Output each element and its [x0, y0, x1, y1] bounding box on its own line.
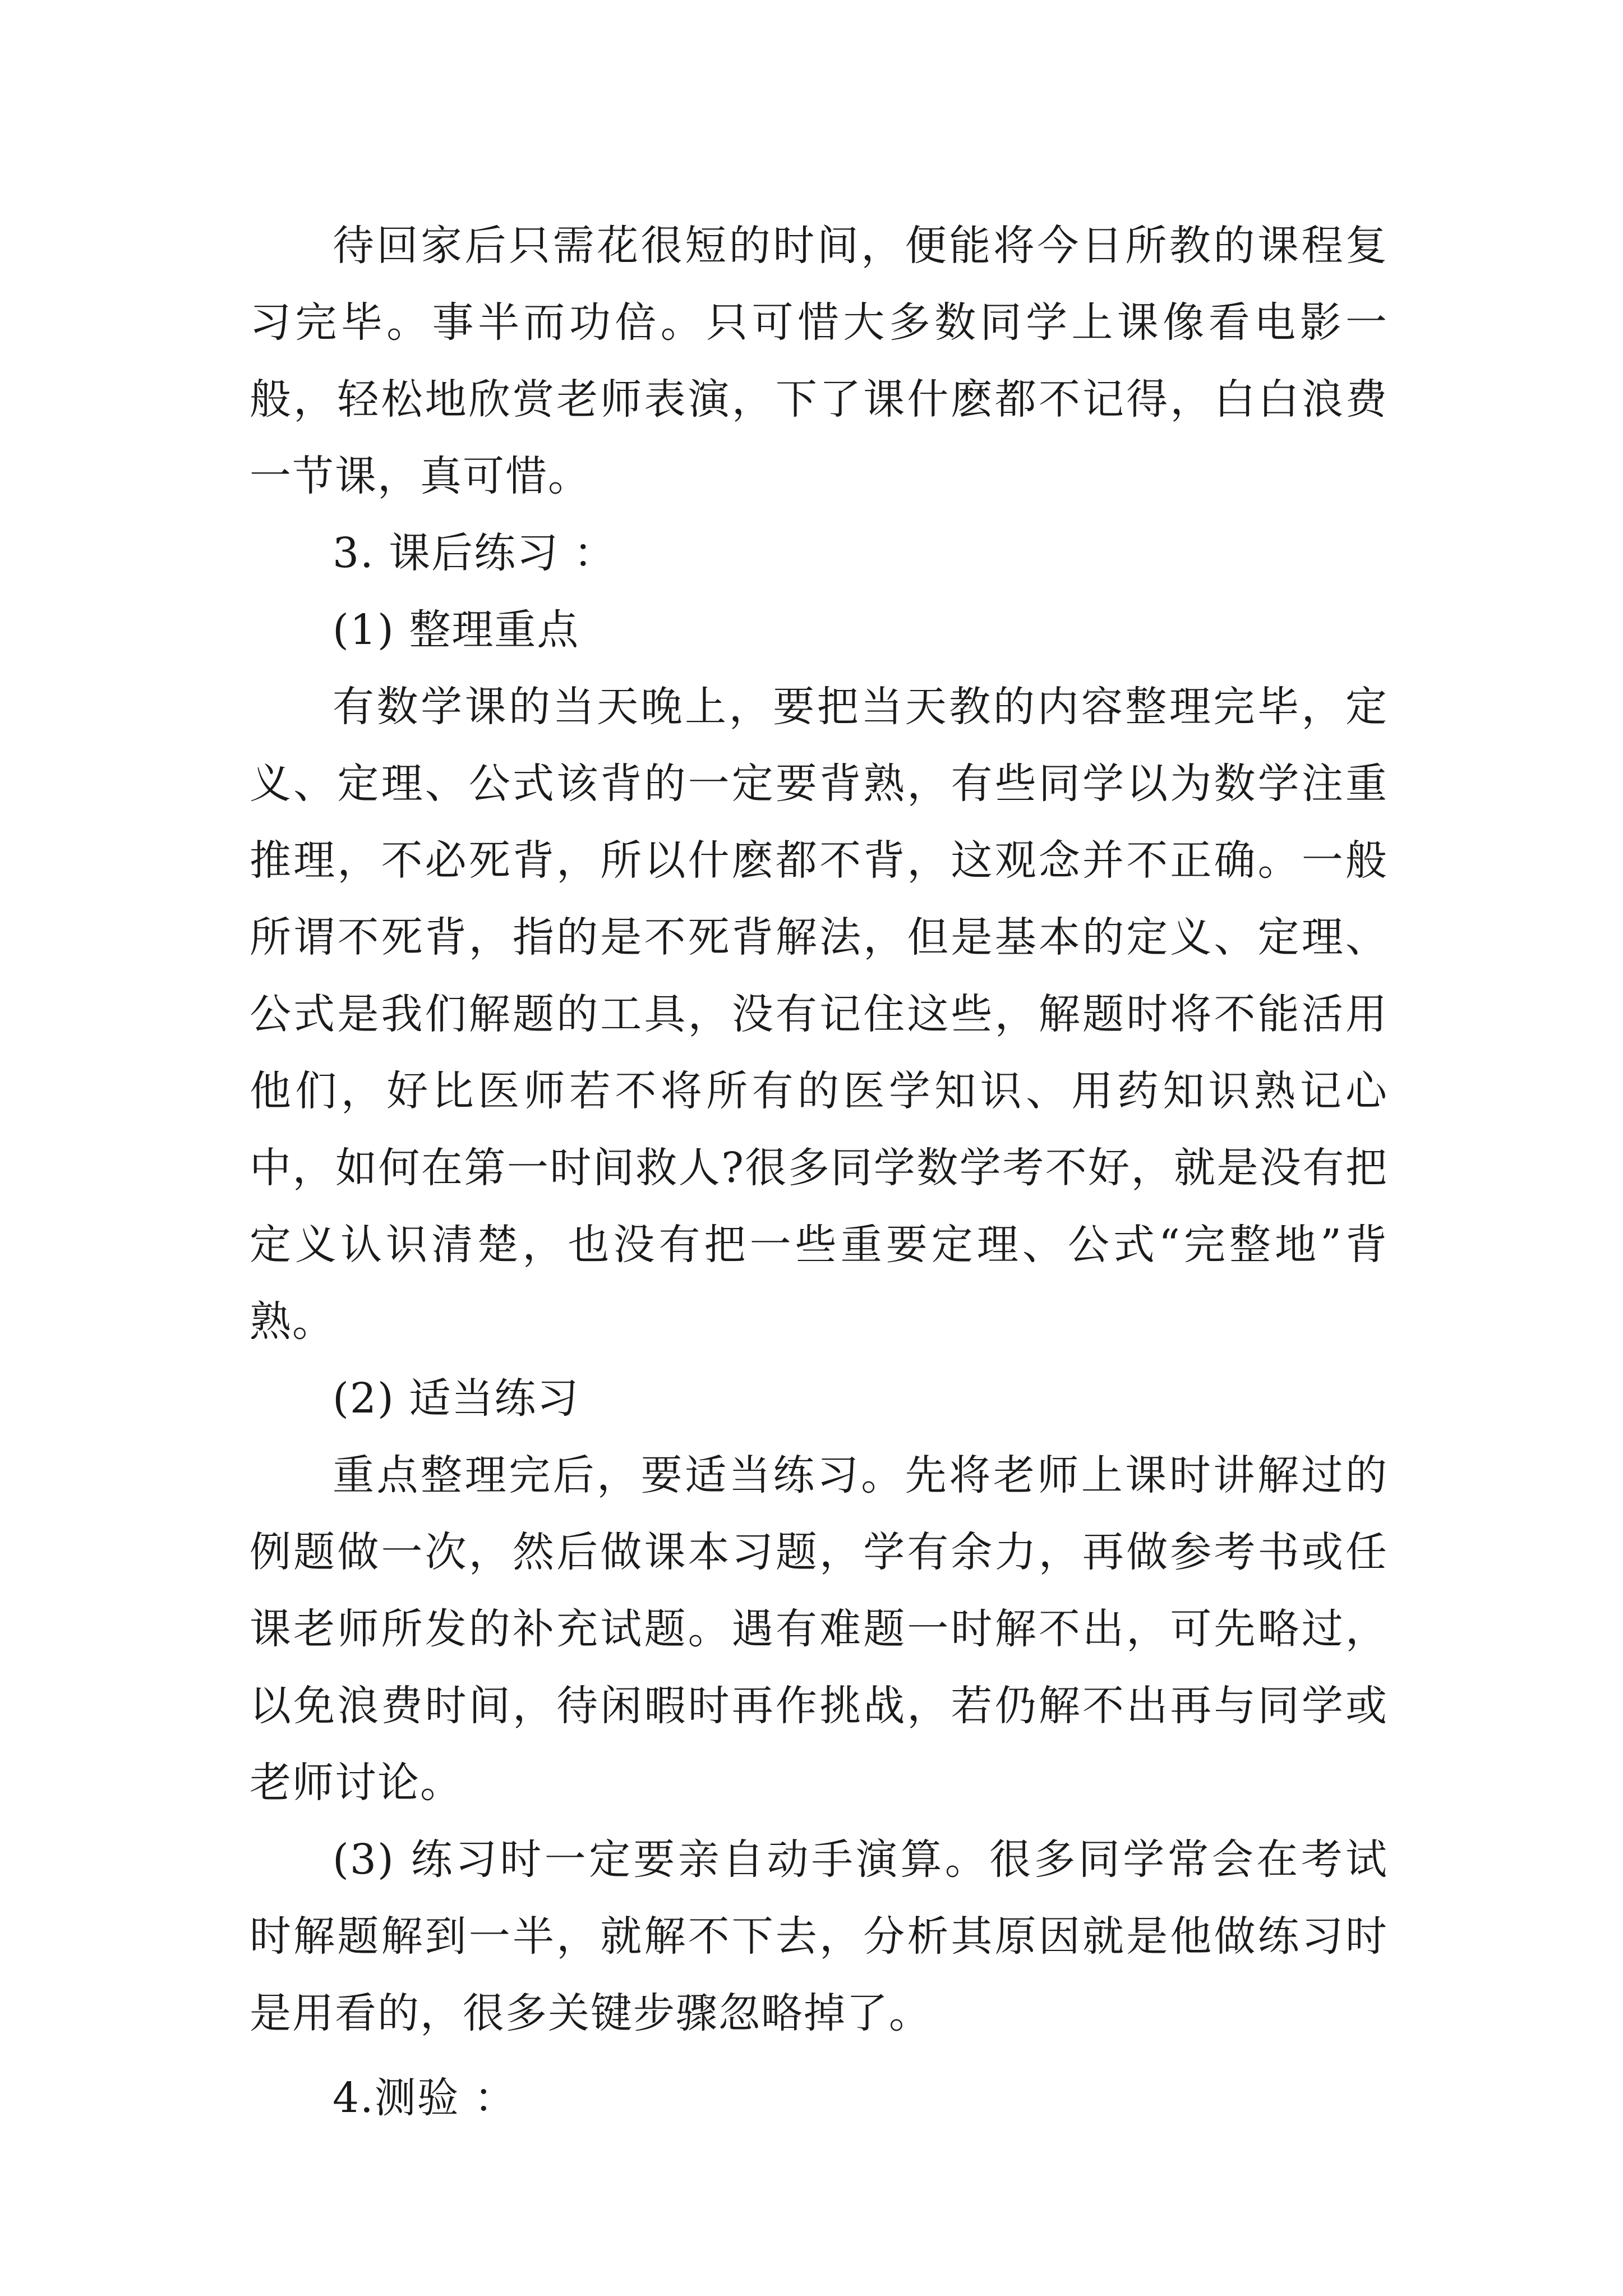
document-body: [250, 208, 1388, 2137]
paragraph-item-3-hands-on: (3) 练习时一定要亲自动手演算。很多同学常会在考试时解题解到一半，就解不下去，分析其原因就是他做练习时是用看的，很多关键步骤忽略掉了。: [250, 1835, 1388, 2037]
paragraph-organize-key-points: 有数学课的当天晚上，要把当天教的内容整理完毕，定义、定理、公式该背的一定要背熟，有些同学以为数学注重推理，不必死背，所以什麽都不背，这观念并不正确。一般所谓不死背，指的是不死背解法，但是基本的定义、定理、公式是我们解题的工具，没有记住这些，解题时将不能活用他们，好比医师若不将所有的医学知识、用药知识熟记心中，如何在第一时间救人?很多同学数学考不好，就是没有把定义认识清楚，也没有把一些重要定理、公式“完整地”背熟。: [250, 683, 1388, 1346]
paragraph-review-continuation: 待回家后只需花很短的时间，便能将今日所教的课程复习完毕。事半而功倍。只可惜大多数同学上课像看电影一般，轻松地欣赏老师表演，下了课什麽都不记得，白白浪费一节课，真可惜。: [250, 222, 1388, 500]
heading-section-3: 3. 课后练习 ：: [333, 529, 616, 577]
heading-item-2: (2) 适当练习: [333, 1374, 580, 1423]
heading-item-1: (1) 整理重点: [333, 606, 580, 654]
heading-section-4: 4.测验 ：: [333, 2074, 517, 2122]
paragraph-proper-practice: 重点整理完后，要适当练习。先将老师上课时讲解过的例题做一次，然后做课本习题，学有余力，再做参考书或任课老师所发的补充试题。遇有难题一时解不出，可先略过，以免浪费时间，待闲暇时再作挑战，若仍解不出再与同学或老师讨论。: [250, 1451, 1388, 1807]
spacer: [250, 2052, 1388, 2060]
